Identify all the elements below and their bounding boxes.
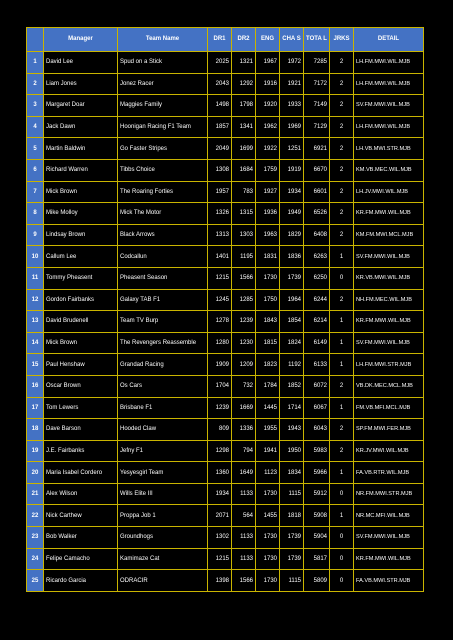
dr2-cell: 783 [232,181,256,203]
team-cell: Yesyesgirl Team [118,462,208,484]
jrks-cell: 2 [330,203,354,225]
detail-cell: LH.JV.MWI.WIL.MJB [354,181,424,203]
table-row [27,311,424,333]
jrks-cell: 0 [330,267,354,289]
chas-cell: 1739 [280,527,304,549]
row-index: 16 [27,375,44,397]
eng-cell: 1730 [256,570,280,592]
row-index: 11 [27,267,44,289]
team-cell: Team TV Burp [118,311,208,333]
row-index: 4 [27,116,44,138]
dr2-cell: 1315 [232,203,256,225]
team-cell: Black Arrows [118,224,208,246]
row-index: 20 [27,462,44,484]
row-index: 23 [27,527,44,549]
row-index: 8 [27,203,44,225]
dr2-cell: 1336 [232,419,256,441]
dr1-cell: 2043 [208,73,232,95]
row-index: 10 [27,246,44,268]
jrks-cell: 1 [330,505,354,527]
dr2-cell: 1566 [232,267,256,289]
team-cell: Proppa Job 1 [118,505,208,527]
total-cell: 6244 [304,289,330,311]
dr2-cell: 1649 [232,462,256,484]
table-body [27,52,424,592]
dr2-cell: 1195 [232,246,256,268]
team-cell: Hoonigan Racing F1 Team [118,116,208,138]
detail-cell: KM.VB.MEC.WIL.MJB [354,159,424,181]
manager-cell: Felipe Camacho [44,548,118,570]
manager-cell: Ricardo Garcia [44,570,118,592]
manager-cell: Alex Wilson [44,483,118,505]
table-row [27,73,424,95]
detail-cell: SV.FM.MWI.WIL.MJB [354,332,424,354]
dr2-cell: 1566 [232,570,256,592]
table-row [27,95,424,117]
manager-cell: Mike Molloy [44,203,118,225]
dr1-cell: 1704 [208,375,232,397]
manager-cell: Callum Lee [44,246,118,268]
row-index: 7 [27,181,44,203]
row-index: 25 [27,570,44,592]
jrks-cell: 1 [330,354,354,376]
team-cell: Grandad Racing [118,354,208,376]
detail-cell: FM.VB.MFI.MCL.MJB [354,397,424,419]
detail-cell: KR.JV.MWI.WIL.MJB [354,440,424,462]
jrks-cell: 1 [330,462,354,484]
chas-cell: 1836 [280,246,304,268]
table-row [27,116,424,138]
chas-cell: 1115 [280,483,304,505]
eng-cell: 1759 [256,159,280,181]
table-row [27,289,424,311]
table-row [27,354,424,376]
total-cell: 5908 [304,505,330,527]
header-total: TOTA L [304,28,330,52]
total-cell: 6072 [304,375,330,397]
dr2-cell: 1230 [232,332,256,354]
table-row [27,203,424,225]
team-cell: Kamimaze Cat [118,548,208,570]
detail-cell: KR.FM.MWI.WIL.MJB [354,203,424,225]
dr1-cell: 2049 [208,138,232,160]
chas-cell: 1943 [280,419,304,441]
header-eng: ENG [256,28,280,52]
jrks-cell: 2 [330,440,354,462]
dr2-cell: 1684 [232,159,256,181]
table-row [27,397,424,419]
dr1-cell: 809 [208,419,232,441]
dr2-cell: 794 [232,440,256,462]
total-cell: 5983 [304,440,330,462]
table-row [27,440,424,462]
chas-cell: 1739 [280,267,304,289]
row-index: 14 [27,332,44,354]
total-cell: 7285 [304,52,330,74]
jrks-cell: 2 [330,375,354,397]
detail-cell: LH.FM.MWI.WIL.MJB [354,116,424,138]
dr2-cell: 1239 [232,311,256,333]
table-row [27,332,424,354]
team-cell: Tibbs Choice [118,159,208,181]
row-index: 5 [27,138,44,160]
chas-cell: 1921 [280,73,304,95]
chas-cell: 1824 [280,332,304,354]
total-cell: 6526 [304,203,330,225]
total-cell: 6408 [304,224,330,246]
jrks-cell: 0 [330,570,354,592]
team-cell: Jonez Racer [118,73,208,95]
total-cell: 6043 [304,419,330,441]
chas-cell: 1251 [280,138,304,160]
chas-cell: 1972 [280,52,304,74]
detail-cell: KR.FM.MWI.WIL.MJB [354,311,424,333]
eng-cell: 1730 [256,527,280,549]
row-index: 17 [27,397,44,419]
dr2-cell: 1699 [232,138,256,160]
manager-cell: Gordon Fairbanks [44,289,118,311]
jrks-cell: 1 [330,246,354,268]
detail-cell: KR.VB.MWI.WIL.MJB [354,267,424,289]
standings-table [26,27,424,592]
manager-cell: Oscar Brown [44,375,118,397]
eng-cell: 1936 [256,203,280,225]
header-manager: Manager [44,28,118,52]
chas-cell: 1964 [280,289,304,311]
eng-cell: 1750 [256,289,280,311]
jrks-cell: 2 [330,116,354,138]
eng-cell: 1916 [256,73,280,95]
chas-cell: 1714 [280,397,304,419]
team-cell: Wills Elite III [118,483,208,505]
total-cell: 6149 [304,332,330,354]
total-cell: 6214 [304,311,330,333]
detail-cell: LH.VB.MWI.STR.MJB [354,138,424,160]
manager-cell: Paul Henshaw [44,354,118,376]
total-cell: 5904 [304,527,330,549]
total-cell: 6601 [304,181,330,203]
team-cell: Codcallun [118,246,208,268]
team-cell: The Revengers Reassemble [118,332,208,354]
detail-cell: LH.FM.MWI.WIL.MJB [354,52,424,74]
manager-cell: Bob Walker [44,527,118,549]
row-index: 9 [27,224,44,246]
manager-cell: Mick Brown [44,181,118,203]
total-cell: 6133 [304,354,330,376]
manager-cell: Tom Lewers [44,397,118,419]
jrks-cell: 2 [330,181,354,203]
team-cell: Jefny F1 [118,440,208,462]
total-cell: 7129 [304,116,330,138]
manager-cell: David Lee [44,52,118,74]
detail-cell: SV.FM.MWI.WIL.MJB [354,95,424,117]
dr1-cell: 1239 [208,397,232,419]
jrks-cell: 2 [330,52,354,74]
manager-cell: Maria Isabel Cordero [44,462,118,484]
jrks-cell: 2 [330,138,354,160]
team-cell: Mick The Motor [118,203,208,225]
eng-cell: 1730 [256,548,280,570]
total-cell: 6670 [304,159,330,181]
table-row [27,570,424,592]
total-cell: 7172 [304,73,330,95]
eng-cell: 1730 [256,483,280,505]
manager-cell: Richard Warren [44,159,118,181]
manager-cell: Liam Jones [44,73,118,95]
eng-cell: 1784 [256,375,280,397]
header-row [27,28,424,52]
manager-cell: J.E. Fairbanks [44,440,118,462]
header-index [27,28,44,52]
eng-cell: 1843 [256,311,280,333]
row-index: 22 [27,505,44,527]
jrks-cell: 2 [330,224,354,246]
total-cell: 5809 [304,570,330,592]
team-cell: Hooded Claw [118,419,208,441]
dr1-cell: 1245 [208,289,232,311]
chas-cell: 1192 [280,354,304,376]
dr1-cell: 1909 [208,354,232,376]
team-cell: Brisbane F1 [118,397,208,419]
eng-cell: 1922 [256,138,280,160]
detail-cell: KM.FM.MWI.MCL.MJB [354,224,424,246]
dr1-cell: 1857 [208,116,232,138]
team-cell: Os Cars [118,375,208,397]
team-cell: Groundhogs [118,527,208,549]
detail-cell: NR.MC.MFI.WIL.MJB [354,505,424,527]
table-row [27,527,424,549]
row-index: 2 [27,73,44,95]
eng-cell: 1963 [256,224,280,246]
detail-cell: LH.FM.MWI.STR.MJB [354,354,424,376]
row-index: 13 [27,311,44,333]
dr1-cell: 1313 [208,224,232,246]
table-row [27,181,424,203]
table-row [27,419,424,441]
table-row [27,246,424,268]
table-row [27,224,424,246]
manager-cell: David Brudenell [44,311,118,333]
header-jrks: JRKS [330,28,354,52]
dr2-cell: 1303 [232,224,256,246]
total-cell: 5912 [304,483,330,505]
dr1-cell: 1308 [208,159,232,181]
manager-cell: Dave Barson [44,419,118,441]
chas-cell: 1818 [280,505,304,527]
detail-cell: SV.FM.MWI.WIL.MJB [354,527,424,549]
manager-cell: Margaret Doar [44,95,118,117]
dr2-cell: 732 [232,375,256,397]
header-team-name: Team Name [118,28,208,52]
total-cell: 6263 [304,246,330,268]
jrks-cell: 1 [330,311,354,333]
detail-cell: FA.VB.RTR.WIL.MJB [354,462,424,484]
chas-cell: 1934 [280,181,304,203]
standings-page [26,27,424,592]
eng-cell: 1823 [256,354,280,376]
dr1-cell: 1215 [208,267,232,289]
dr1-cell: 1498 [208,95,232,117]
dr1-cell: 1360 [208,462,232,484]
team-cell: Go Faster Stripes [118,138,208,160]
jrks-cell: 2 [330,73,354,95]
total-cell: 7149 [304,95,330,117]
eng-cell: 1815 [256,332,280,354]
chas-cell: 1933 [280,95,304,117]
total-cell: 6250 [304,267,330,289]
dr1-cell: 1957 [208,181,232,203]
detail-cell: SV.FM.MWI.WIL.MJB [354,246,424,268]
jrks-cell: 2 [330,95,354,117]
eng-cell: 1920 [256,95,280,117]
dr1-cell: 1215 [208,548,232,570]
dr2-cell: 1209 [232,354,256,376]
header-chas: CHA S [280,28,304,52]
row-index: 1 [27,52,44,74]
dr1-cell: 1298 [208,440,232,462]
detail-cell: NR.FM.MWI.STR.MJB [354,483,424,505]
chas-cell: 1115 [280,570,304,592]
detail-cell: VB.DK.MEC.MCL.MJB [354,375,424,397]
row-index: 19 [27,440,44,462]
jrks-cell: 0 [330,527,354,549]
jrks-cell: 2 [330,159,354,181]
detail-cell: FA.VB.MWI.STR.MJB [354,570,424,592]
table-row [27,52,424,74]
dr2-cell: 1133 [232,527,256,549]
header-detail: DETAIL [354,28,424,52]
team-cell: ODRACIR [118,570,208,592]
dr1-cell: 1280 [208,332,232,354]
total-cell: 6067 [304,397,330,419]
team-cell: Pheasent Season [118,267,208,289]
total-cell: 5817 [304,548,330,570]
manager-cell: Jack Dawn [44,116,118,138]
eng-cell: 1962 [256,116,280,138]
chas-cell: 1950 [280,440,304,462]
eng-cell: 1455 [256,505,280,527]
jrks-cell: 2 [330,419,354,441]
detail-cell: SP.FM.MWI.FER.MJB [354,419,424,441]
detail-cell: KR.FM.MWI.WIL.MJB [354,548,424,570]
table-row [27,505,424,527]
dr1-cell: 1398 [208,570,232,592]
eng-cell: 1445 [256,397,280,419]
dr1-cell: 1401 [208,246,232,268]
jrks-cell: 1 [330,397,354,419]
row-index: 3 [27,95,44,117]
dr1-cell: 1326 [208,203,232,225]
team-cell: Spud on a Stick [118,52,208,74]
dr1-cell: 2071 [208,505,232,527]
jrks-cell: 0 [330,548,354,570]
table-row [27,483,424,505]
team-cell: Galaxy TAB F1 [118,289,208,311]
chas-cell: 1949 [280,203,304,225]
jrks-cell: 0 [330,483,354,505]
manager-cell: Nick Carthew [44,505,118,527]
dr2-cell: 1341 [232,116,256,138]
manager-cell: Mick Brown [44,332,118,354]
manager-cell: Lindsay Brown [44,224,118,246]
total-cell: 6921 [304,138,330,160]
dr1-cell: 2025 [208,52,232,74]
eng-cell: 1927 [256,181,280,203]
row-index: 15 [27,354,44,376]
chas-cell: 1854 [280,311,304,333]
dr1-cell: 1934 [208,483,232,505]
header-dr2: DR2 [232,28,256,52]
dr2-cell: 1292 [232,73,256,95]
dr2-cell: 1133 [232,548,256,570]
chas-cell: 1852 [280,375,304,397]
table-row [27,159,424,181]
table-row [27,548,424,570]
detail-cell: NH.FM.MEC.WIL.MJB [354,289,424,311]
dr2-cell: 1285 [232,289,256,311]
chas-cell: 1834 [280,462,304,484]
dr1-cell: 1302 [208,527,232,549]
eng-cell: 1123 [256,462,280,484]
row-index: 12 [27,289,44,311]
chas-cell: 1829 [280,224,304,246]
row-index: 6 [27,159,44,181]
jrks-cell: 1 [330,332,354,354]
jrks-cell: 2 [330,289,354,311]
eng-cell: 1831 [256,246,280,268]
row-index: 24 [27,548,44,570]
table-row [27,375,424,397]
eng-cell: 1730 [256,267,280,289]
table-row [27,462,424,484]
total-cell: 5966 [304,462,330,484]
dr1-cell: 1278 [208,311,232,333]
manager-cell: Martin Baldwin [44,138,118,160]
dr2-cell: 564 [232,505,256,527]
eng-cell: 1941 [256,440,280,462]
row-index: 21 [27,483,44,505]
dr2-cell: 1669 [232,397,256,419]
table-row [27,138,424,160]
eng-cell: 1967 [256,52,280,74]
eng-cell: 1955 [256,419,280,441]
dr2-cell: 1133 [232,483,256,505]
manager-cell: Tommy Pheasent [44,267,118,289]
row-index: 18 [27,419,44,441]
dr2-cell: 1798 [232,95,256,117]
chas-cell: 1739 [280,548,304,570]
chas-cell: 1969 [280,116,304,138]
chas-cell: 1919 [280,159,304,181]
table-row [27,267,424,289]
dr2-cell: 1321 [232,52,256,74]
header-dr1: DR1 [208,28,232,52]
team-cell: Maggies Family [118,95,208,117]
team-cell: The Roaring Forties [118,181,208,203]
detail-cell: LH.FM.MWI.WIL.MJB [354,73,424,95]
